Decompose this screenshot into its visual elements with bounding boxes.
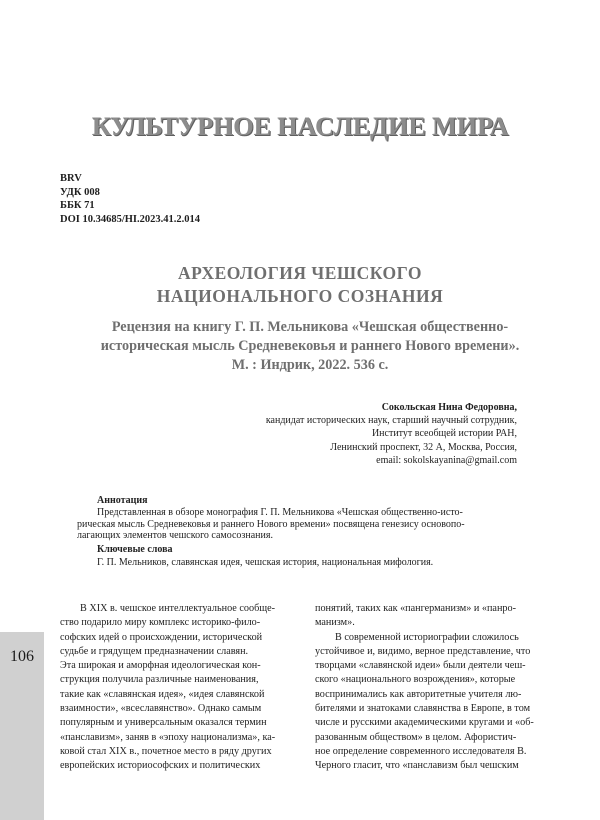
body-line: числе и русскими академическими кругами и «об- <box>315 717 534 729</box>
abstract-text-line: лагающих элементов чешского самосознания. <box>77 530 273 542</box>
review-subtitle-line: историческая мысль Средневековья и раннего Нового времени». <box>100 338 520 354</box>
body-line: популярным и универсальным оказался термин <box>60 717 267 729</box>
meta-line-udk: УДК 008 <box>60 186 100 198</box>
body-line: манизм». <box>315 617 355 629</box>
article-title <box>0 262 600 308</box>
article-title-line: АРХЕОЛОГИЯ ЧЕШСКОГО <box>178 263 422 283</box>
author-info <box>266 401 517 467</box>
body-line: Эта широкая и аморфная идеологическая кон- <box>60 660 261 672</box>
author-degree: кандидат исторических наук, старший научный сотрудник, <box>265 415 517 427</box>
abstract-text-line: Представленная в обзоре монография Г. П. Мельникова «Чешская общественно-исто- <box>97 506 463 518</box>
body-line: понятий, таких как «пангерманизм» и «панро- <box>315 603 516 614</box>
body-line: ского «национального возрождения», которые <box>315 674 516 686</box>
abstract-text-line: рическая мысль Средневековья и раннего Нового времени» посвящена генезису основопо- <box>77 518 465 530</box>
author-address: Ленинский проспект, 32 А, Москва, Россия, <box>330 441 517 453</box>
review-subtitle-line: М. : Индрик, 2022. 536 с. <box>231 357 389 373</box>
body-line: судьбе и грядущем предназначении славян. <box>60 645 249 657</box>
body-column-left <box>60 602 304 774</box>
body-line: взаимности», «всеславянство». Однако самым <box>60 703 262 715</box>
keywords-text: Г. П. Мельников, славянская идея, чешская история, национальная мифология. <box>97 556 434 568</box>
body-line: воспринимались как авторитетные учителя лю- <box>315 688 522 700</box>
body-line: творцами «славянской идеи» были деятели чеш- <box>315 660 526 672</box>
author-email[interactable]: email: sokolskayanina@gmail.com <box>376 454 517 466</box>
body-line: «панславизм», заняв в «эпоху национализма», ка- <box>60 731 276 743</box>
author-name: Сокольская Нина Федоровна, <box>381 402 517 413</box>
body-line: устойчивое и, видимо, верное представление, что <box>315 645 531 657</box>
abstract-block <box>77 495 529 569</box>
body-line: бителями и знатоками славянства в Европе, в том <box>315 703 531 715</box>
meta-line-doi: DOI 10.34685/HI.2023.41.2.014 <box>60 213 201 225</box>
body-line: ковой стал XIX в., почетное место в ряду других <box>60 745 272 757</box>
body-line: ное определение современного исследователя В. <box>315 745 527 757</box>
article-metadata <box>60 172 200 226</box>
body-line: В современной историографии сложилось <box>335 631 519 643</box>
page-number: 106 <box>10 648 34 665</box>
abstract-heading: Аннотация <box>97 495 148 506</box>
body-line: Черного гласит, что «панславизм был чешским <box>315 760 519 772</box>
review-subtitle <box>70 318 550 375</box>
meta-line-bbk: ББК 71 <box>60 200 95 211</box>
author-institution: Институт всеобщей истории РАН, <box>371 428 517 440</box>
article-title-line: НАЦИОНАЛЬНОГО СОЗНАНИЯ <box>156 286 444 306</box>
body-column-right <box>315 602 559 774</box>
meta-line-brv: BRV <box>60 173 82 184</box>
keywords-heading: Ключевые слова <box>97 544 173 556</box>
body-line: европейских историософских и политических <box>60 760 261 772</box>
section-title: КУЛЬТУРНОЕ НАСЛЕДИЕ МИРА <box>91 111 509 141</box>
body-line: такие как «славянская идея», «идея славянской <box>60 688 265 700</box>
review-subtitle-line: Рецензия на книгу Г. П. Мельникова «Чешская общественно- <box>111 319 509 335</box>
body-line: ство подарило миру комплекс историко-фило- <box>60 617 261 629</box>
body-line: разованным обществом» в целом. Афористич- <box>315 731 517 743</box>
body-line: В XIX в. чешское интеллектуальное сообще- <box>80 603 276 614</box>
body-line: струкция получила различные наименования, <box>60 674 259 686</box>
body-line: софских идей о происхождении, исторической <box>60 631 263 643</box>
